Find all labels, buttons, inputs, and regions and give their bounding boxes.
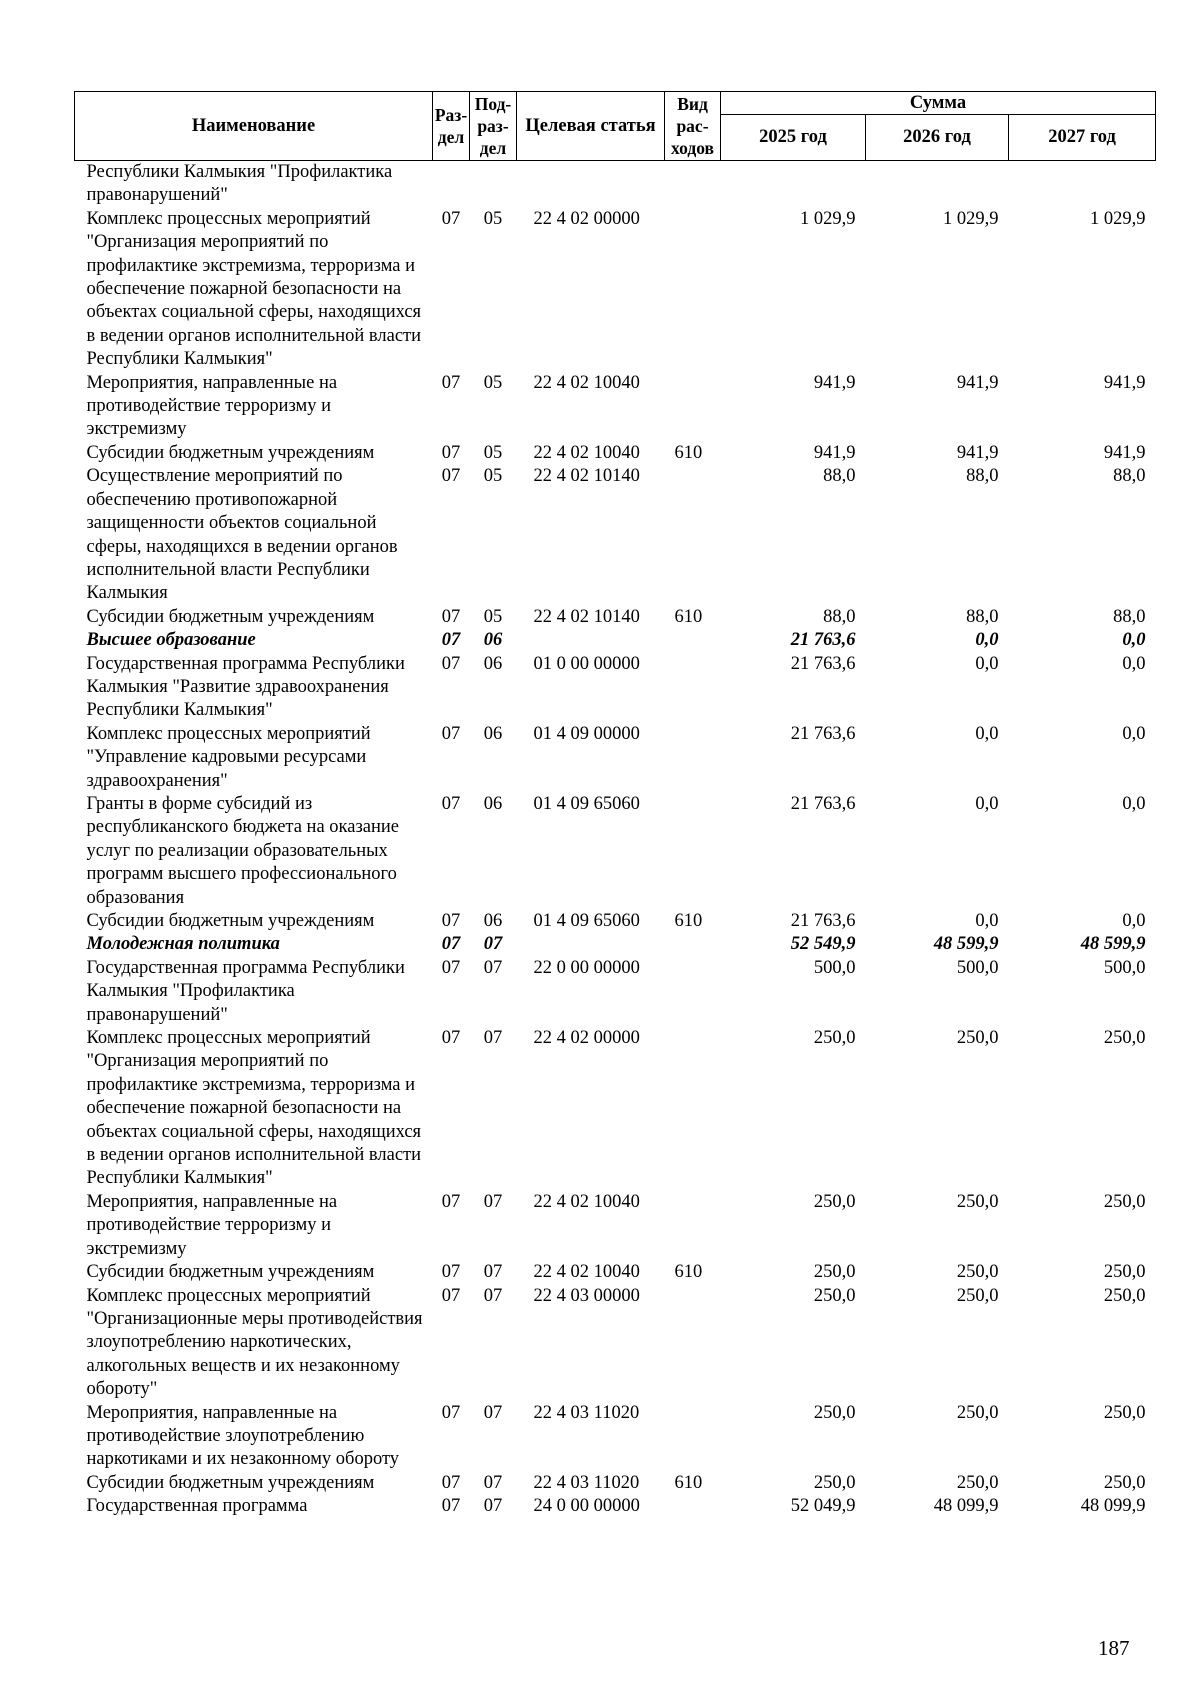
row-article xyxy=(517,933,665,956)
row-section: 07 xyxy=(441,1496,461,1517)
row-article xyxy=(517,161,665,208)
row-sum-2027: 941,9 xyxy=(1103,442,1146,463)
table-row xyxy=(75,161,1156,208)
row-expense-kind xyxy=(665,933,721,956)
row-subsection: 06 xyxy=(483,911,503,931)
row-sum-2025: 250,0 xyxy=(813,1262,856,1283)
row-sum-2025: 21 763,6 xyxy=(790,630,856,651)
row-article: 22 4 02 00000 xyxy=(533,208,640,229)
row-expense-kind xyxy=(665,208,721,372)
row-article: 24 0 00 00000 xyxy=(533,1496,640,1517)
row-sum-2026: 0,0 xyxy=(975,911,999,931)
row-sum-2027: 250,0 xyxy=(1103,1402,1146,1423)
row-subsection: 05 xyxy=(483,208,503,229)
table-row xyxy=(75,465,1156,605)
row-subsection: 06 xyxy=(483,723,503,744)
row-sum-2026: 1 029,9 xyxy=(943,208,999,229)
row-subsection xyxy=(470,161,517,208)
row-section: 07 xyxy=(441,957,461,978)
row-sum-2026: 941,9 xyxy=(956,442,999,463)
row-sum-2026 xyxy=(866,161,1009,208)
row-expense-kind: 610 xyxy=(674,1262,703,1283)
row-sum-2025: 250,0 xyxy=(813,1285,856,1306)
row-subsection: 06 xyxy=(483,630,503,651)
row-sum-2025: 52 549,9 xyxy=(790,934,856,955)
row-expense-kind xyxy=(665,372,721,442)
row-name: Государственная программа Республики Калмыкия "Развитие здравоохранения Республики Калмыкия" xyxy=(86,653,405,721)
row-sum-2026: 88,0 xyxy=(966,606,999,627)
row-subsection: 07 xyxy=(483,1191,503,1212)
row-expense-kind xyxy=(665,629,721,652)
row-expense-kind xyxy=(665,957,721,1027)
header-year-2026: 2026 год xyxy=(866,115,1009,161)
row-sum-2027: 250,0 xyxy=(1103,1285,1146,1306)
header-kind-label: Вид рас-ходов xyxy=(671,94,714,158)
row-sum-2027: 250,0 xyxy=(1103,1028,1146,1049)
row-sum-2025: 941,9 xyxy=(813,442,856,463)
row-expense-kind xyxy=(665,1191,721,1261)
row-sum-2026: 250,0 xyxy=(956,1028,999,1049)
header-section-label: Раз-дел xyxy=(434,105,468,147)
row-expense-kind xyxy=(665,161,721,208)
table-row xyxy=(75,1472,1156,1495)
row-sum-2027 xyxy=(1009,161,1156,208)
row-sum-2027: 48 599,9 xyxy=(1080,934,1146,955)
budget-document xyxy=(74,91,1155,1519)
table-row xyxy=(75,723,1156,793)
row-name: Субсидии бюджетным учреждениям xyxy=(86,442,375,463)
row-sum-2027: 1 029,9 xyxy=(1090,208,1146,229)
row-expense-kind xyxy=(665,1285,721,1402)
row-sum-2026: 0,0 xyxy=(975,723,999,744)
row-expense-kind: 610 xyxy=(674,442,703,463)
row-name: Республики Калмыкия "Профилактика правонарушений" xyxy=(86,162,393,206)
row-expense-kind: 610 xyxy=(674,1472,703,1493)
row-subsection: 05 xyxy=(483,606,503,627)
row-sum-2027: 0,0 xyxy=(1122,723,1146,744)
header-year-2025: 2025 год xyxy=(721,115,866,161)
row-article: 22 4 02 10040 xyxy=(533,1262,640,1283)
row-article: 01 4 09 65060 xyxy=(533,793,640,814)
row-article: 22 4 03 11020 xyxy=(533,1402,640,1423)
row-sum-2027: 500,0 xyxy=(1103,957,1146,978)
row-name: Государственная программа xyxy=(86,1496,308,1517)
row-sum-2026: 250,0 xyxy=(956,1472,999,1493)
table-body xyxy=(75,161,1156,1519)
page-number: 187 xyxy=(1098,1636,1130,1660)
row-name: Комплекс процессных мероприятий "Организационные меры противодействия злоупотреблению наркотических, алкогольных веществ и их незаконному обороту" xyxy=(86,1285,423,1400)
row-expense-kind: 610 xyxy=(674,911,703,931)
row-sum-2027: 250,0 xyxy=(1103,1472,1146,1493)
row-subsection: 07 xyxy=(483,957,503,978)
row-article xyxy=(517,629,665,652)
row-name: Субсидии бюджетным учреждениям xyxy=(86,1472,375,1493)
row-sum-2025: 21 763,6 xyxy=(790,793,856,814)
row-sum-2026: 250,0 xyxy=(956,1402,999,1423)
row-name: Комплекс процессных мероприятий "Организация мероприятий по профилактике экстремизма, терроризма и обеспечение пожарной безопасности на объектах социальной сферы, находящихся в ведении органов исполнительной власти Республики Калмыкия" xyxy=(86,208,422,370)
row-article: 22 4 02 10140 xyxy=(533,606,640,627)
table-row xyxy=(75,442,1156,465)
table-row xyxy=(75,372,1156,442)
row-section: 07 xyxy=(441,1285,461,1306)
row-sum-2026: 941,9 xyxy=(956,372,999,393)
row-sum-2027: 0,0 xyxy=(1122,653,1146,674)
row-expense-kind xyxy=(665,723,721,793)
row-subsection: 07 xyxy=(483,1028,503,1049)
row-article: 01 4 09 65060 xyxy=(533,911,640,931)
row-name: Мероприятия, направленные на противодействие злоупотреблению наркотиками и их незаконному обороту xyxy=(86,1402,400,1470)
table-row xyxy=(75,1285,1156,1402)
table-row xyxy=(75,793,1156,910)
row-sum-2027: 88,0 xyxy=(1113,606,1146,627)
row-article: 22 4 03 11020 xyxy=(533,1472,640,1493)
row-name: Субсидии бюджетным учреждениям xyxy=(86,911,375,931)
row-name: Мероприятия, направленные на противодействие терроризму и экстремизму xyxy=(86,372,338,440)
header-sum: Сумма xyxy=(721,92,1156,115)
row-expense-kind xyxy=(665,465,721,605)
row-subsection: 06 xyxy=(483,653,503,674)
row-sum-2025: 21 763,6 xyxy=(790,911,856,931)
header-name: Наименование xyxy=(75,92,433,161)
row-name: Субсидии бюджетным учреждениям xyxy=(86,1262,375,1283)
table-row xyxy=(75,933,1156,956)
row-section: 07 xyxy=(441,653,461,674)
table-row xyxy=(75,653,1156,723)
row-sum-2025: 250,0 xyxy=(813,1402,856,1423)
row-sum-2026: 88,0 xyxy=(966,466,999,487)
row-expense-kind xyxy=(665,653,721,723)
row-expense-kind xyxy=(665,1027,721,1191)
row-section: 07 xyxy=(441,1402,461,1423)
row-sum-2027: 48 099,9 xyxy=(1080,1496,1146,1517)
budget-table xyxy=(74,91,1156,1519)
row-sum-2026: 0,0 xyxy=(975,630,999,651)
header-subsection-label: Под-раз-дел xyxy=(474,94,512,158)
row-expense-kind: 610 xyxy=(674,606,703,627)
table-row xyxy=(75,910,1156,933)
table-header xyxy=(75,92,1156,161)
row-sum-2025: 1 029,9 xyxy=(800,208,856,229)
row-name: Осуществление мероприятий по обеспечению противопожарной защищенности объектов социальной сферы, находящихся в ведении органов исполнительной власти Республики Калмыкия xyxy=(86,466,398,604)
row-name: Комплекс процессных мероприятий "Управление кадровыми ресурсами здравоохранения" xyxy=(86,723,371,791)
row-subsection: 07 xyxy=(483,1472,503,1493)
table-row xyxy=(75,606,1156,629)
row-sum-2027: 250,0 xyxy=(1103,1191,1146,1212)
row-name: Молодежная политика xyxy=(86,934,280,955)
row-section: 07 xyxy=(441,1191,461,1212)
row-name: Мероприятия, направленные на противодействие терроризму и экстремизму xyxy=(86,1191,338,1259)
row-name: Гранты в форме субсидий из республиканского бюджета на оказание услуг по реализации образовательных программ высшего профессионального образования xyxy=(86,793,399,908)
row-article: 22 4 02 00000 xyxy=(533,1028,640,1049)
row-section: 07 xyxy=(441,723,461,744)
header-subsection xyxy=(470,92,517,161)
row-name: Комплекс процессных мероприятий "Организация мероприятий по профилактике экстремизма, терроризма и обеспечение пожарной безопасности на объектах социальной сферы, находящихся в ведении органов исполнительной власти Республики Калмыкия" xyxy=(86,1028,422,1189)
row-expense-kind xyxy=(665,1402,721,1472)
row-sum-2025: 52 049,9 xyxy=(790,1496,856,1517)
row-sum-2025: 88,0 xyxy=(823,606,856,627)
row-sum-2027: 250,0 xyxy=(1103,1262,1146,1283)
row-sum-2027: 0,0 xyxy=(1122,793,1146,814)
row-sum-2025: 941,9 xyxy=(813,372,856,393)
row-section: 07 xyxy=(441,372,461,393)
row-article: 22 4 03 00000 xyxy=(533,1285,640,1306)
row-subsection: 07 xyxy=(483,1496,503,1517)
row-expense-kind xyxy=(665,793,721,910)
row-section: 07 xyxy=(441,1472,461,1493)
header-kind xyxy=(665,92,721,161)
row-sum-2027: 0,0 xyxy=(1122,911,1146,931)
row-section: 07 xyxy=(441,606,461,627)
table-row xyxy=(75,1495,1156,1518)
row-section: 07 xyxy=(441,934,461,955)
row-sum-2026: 48 099,9 xyxy=(933,1496,999,1517)
row-sum-2025 xyxy=(721,161,866,208)
header-section xyxy=(433,92,470,161)
row-sum-2027: 941,9 xyxy=(1103,372,1146,393)
row-sum-2026: 0,0 xyxy=(975,653,999,674)
row-sum-2025: 88,0 xyxy=(823,466,856,487)
row-section: 07 xyxy=(441,630,461,651)
row-article: 22 4 02 10040 xyxy=(533,442,640,463)
row-name: Субсидии бюджетным учреждениям xyxy=(86,606,375,627)
row-sum-2025: 250,0 xyxy=(813,1028,856,1049)
row-subsection: 05 xyxy=(483,466,503,487)
row-subsection: 07 xyxy=(483,1285,503,1306)
row-name: Высшее образование xyxy=(86,630,256,651)
row-subsection: 05 xyxy=(483,372,503,393)
row-sum-2025: 500,0 xyxy=(813,957,856,978)
row-article: 22 4 02 10040 xyxy=(533,372,640,393)
table-row xyxy=(75,1261,1156,1284)
row-section: 07 xyxy=(441,442,461,463)
row-subsection: 05 xyxy=(483,442,503,463)
row-article: 01 4 09 00000 xyxy=(533,723,640,744)
row-subsection: 07 xyxy=(483,1402,503,1423)
table-row xyxy=(75,208,1156,372)
row-section: 07 xyxy=(441,1262,461,1283)
row-section xyxy=(433,161,470,208)
row-sum-2025: 250,0 xyxy=(813,1191,856,1212)
table-row xyxy=(75,629,1156,652)
table-row xyxy=(75,1402,1156,1472)
row-sum-2026: 250,0 xyxy=(956,1285,999,1306)
row-subsection: 07 xyxy=(483,934,503,955)
table-row xyxy=(75,1191,1156,1261)
row-section: 07 xyxy=(441,1028,461,1049)
row-section: 07 xyxy=(441,911,461,931)
row-section: 07 xyxy=(441,208,461,229)
row-section: 07 xyxy=(441,466,461,487)
row-subsection: 06 xyxy=(483,793,503,814)
table-row xyxy=(75,1027,1156,1191)
row-sum-2026: 500,0 xyxy=(956,957,999,978)
row-sum-2026: 0,0 xyxy=(975,793,999,814)
row-name: Государственная программа Республики Калмыкия "Профилактика правонарушений" xyxy=(86,957,405,1025)
row-sum-2027: 0,0 xyxy=(1122,630,1146,651)
row-article: 22 0 00 00000 xyxy=(533,957,640,978)
row-subsection: 07 xyxy=(483,1262,503,1283)
row-article: 22 4 02 10140 xyxy=(533,466,640,487)
row-section: 07 xyxy=(441,793,461,814)
header-article: Целевая статья xyxy=(517,92,665,161)
row-sum-2025: 21 763,6 xyxy=(790,653,856,674)
row-sum-2027: 88,0 xyxy=(1113,466,1146,487)
row-sum-2026: 48 599,9 xyxy=(933,934,999,955)
row-sum-2026: 250,0 xyxy=(956,1191,999,1212)
row-sum-2026: 250,0 xyxy=(956,1262,999,1283)
row-article: 01 0 00 00000 xyxy=(533,653,640,674)
row-sum-2025: 250,0 xyxy=(813,1472,856,1493)
header-year-2027: 2027 год xyxy=(1009,115,1156,161)
table-row xyxy=(75,957,1156,1027)
row-sum-2025: 21 763,6 xyxy=(790,723,856,744)
row-article: 22 4 02 10040 xyxy=(533,1191,640,1212)
row-expense-kind xyxy=(665,1495,721,1518)
